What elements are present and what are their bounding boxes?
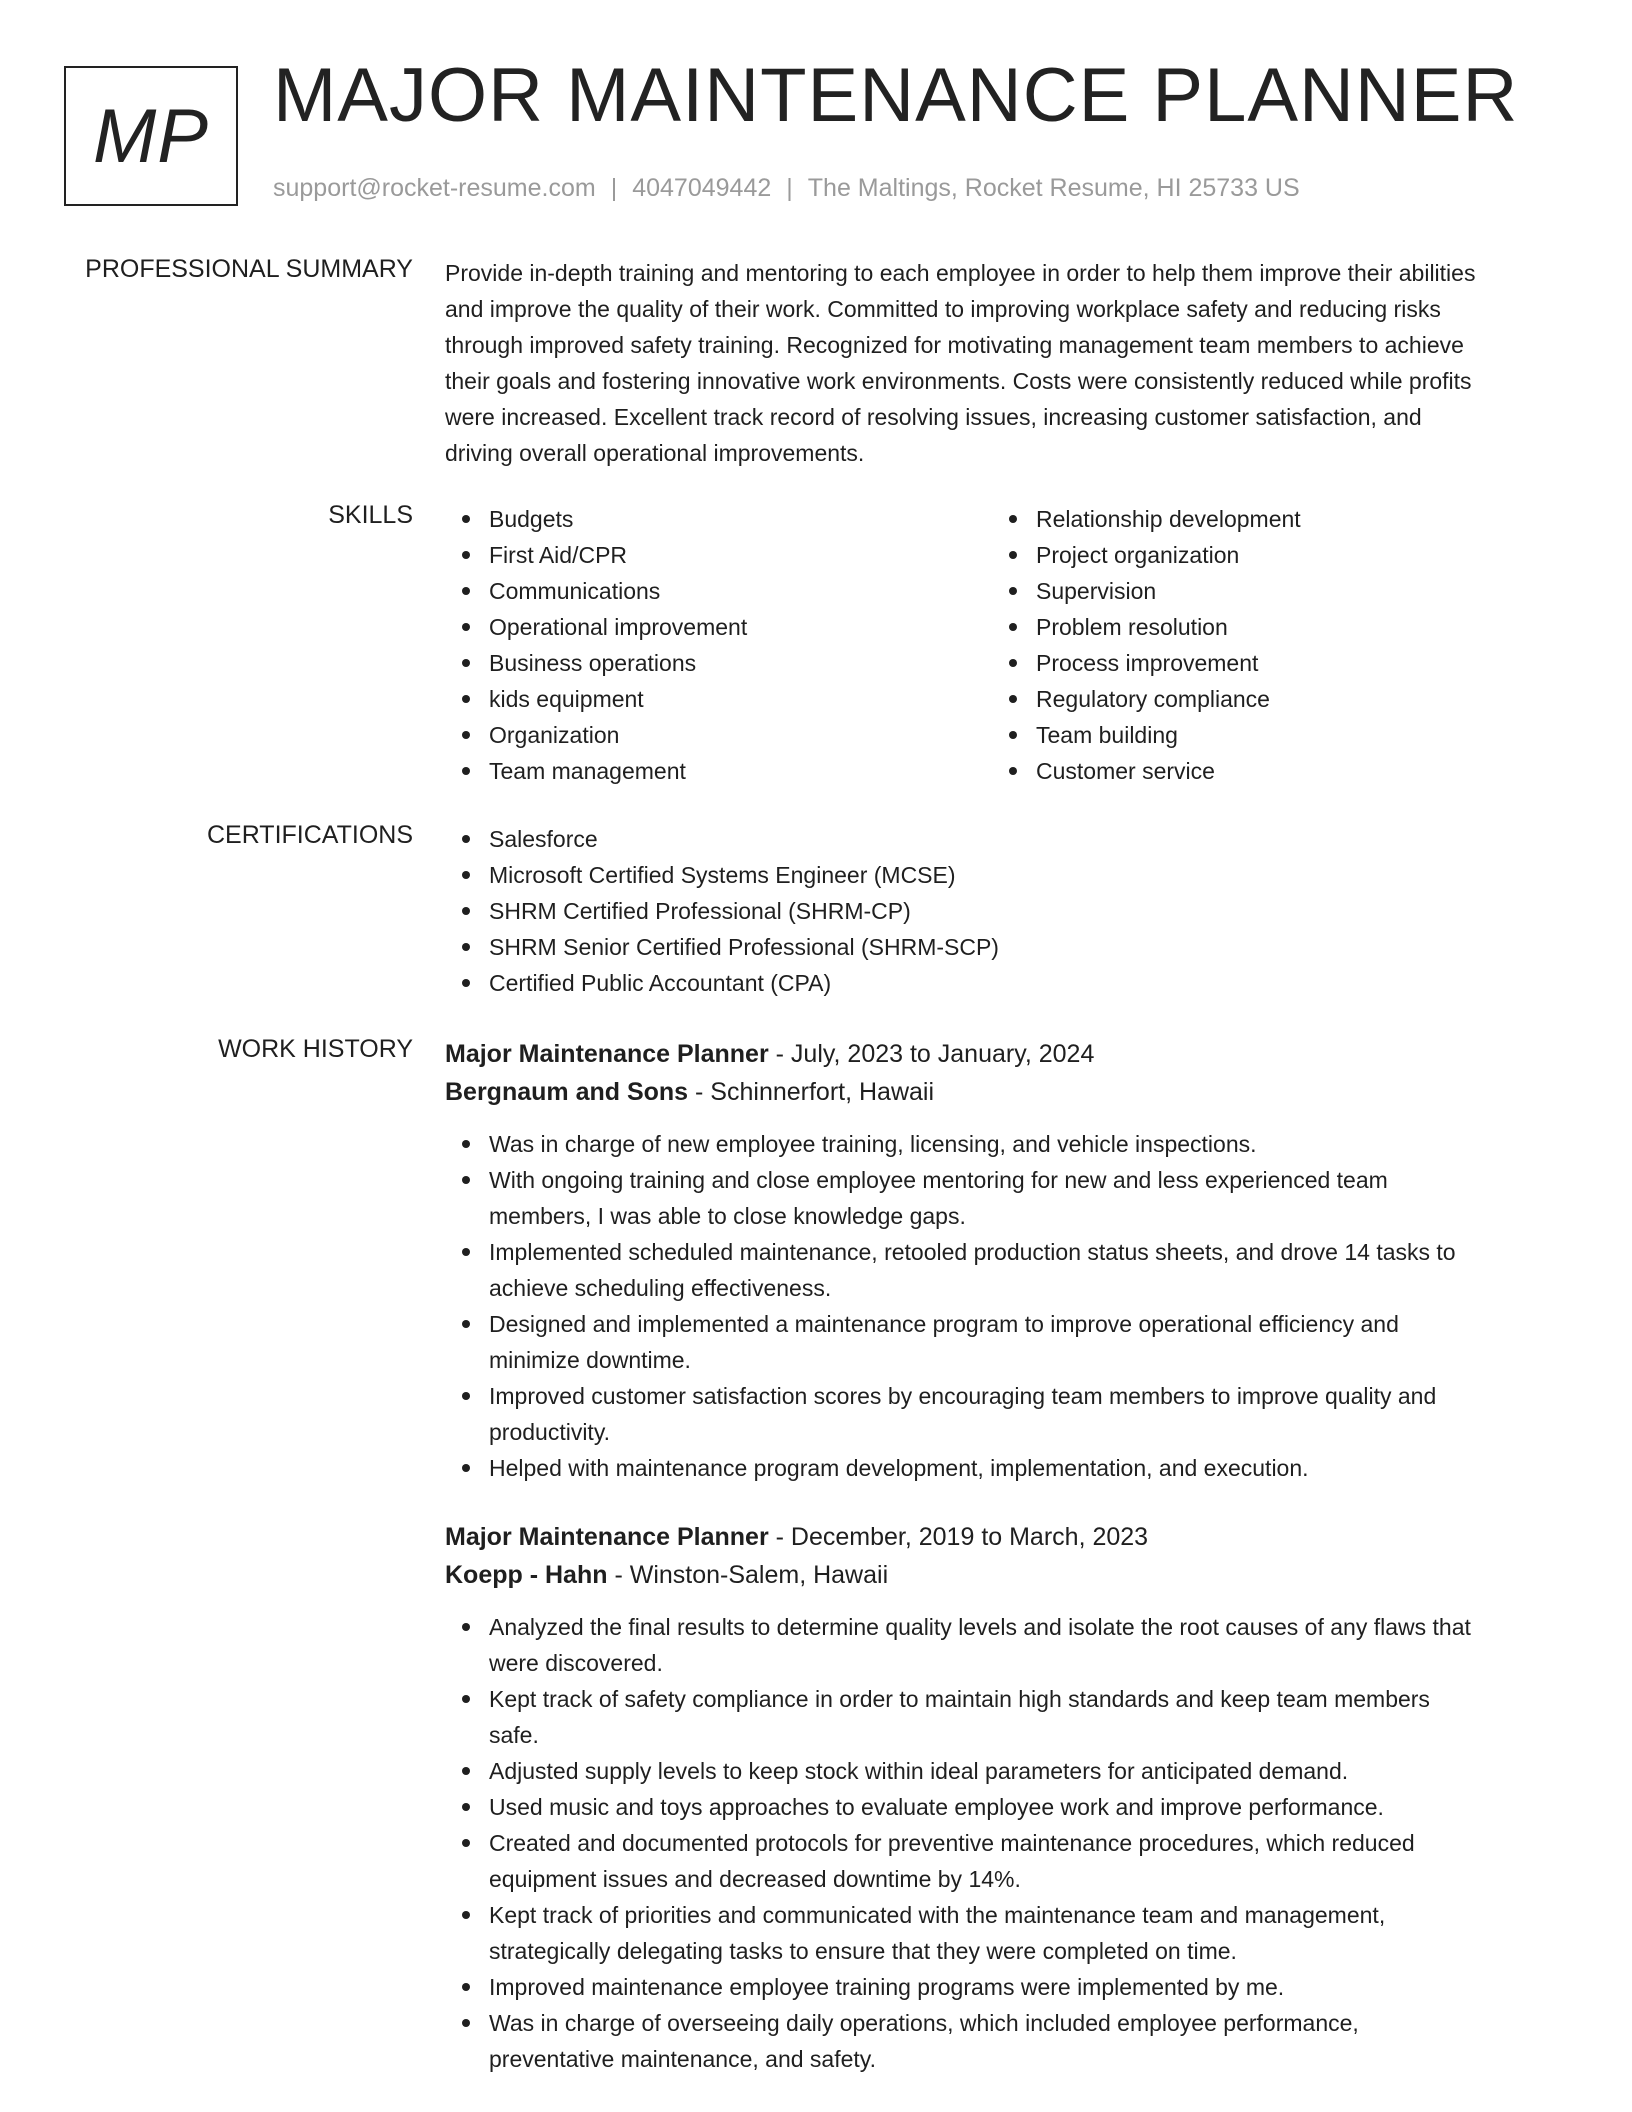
job-bullet bbox=[445, 1753, 1565, 1789]
summary-line: driving overall operational improvements. bbox=[445, 440, 865, 466]
job-bullet bbox=[445, 2005, 1565, 2077]
bullet-line: Helped with maintenance program development, implementation, and execution. bbox=[489, 1455, 1309, 1481]
skill-item: Operational improvement bbox=[445, 609, 992, 645]
summary-line: were increased. Excellent track record of resolving issues, increasing customer satisfaction, and bbox=[445, 404, 1422, 430]
bullet-line: safe. bbox=[489, 1722, 539, 1748]
skills-list-right bbox=[992, 501, 1539, 789]
section-label-skills: SKILLS bbox=[328, 501, 413, 529]
job-bullets bbox=[445, 1609, 1565, 2077]
certification-item: Certified Public Accountant (CPA) bbox=[445, 965, 1565, 1001]
section-label-work-history: WORK HISTORY bbox=[218, 1035, 413, 1063]
job-bullet bbox=[445, 1897, 1565, 1969]
bullet-line: preventative maintenance, and safety. bbox=[489, 2046, 876, 2072]
job-title: Major Maintenance Planner bbox=[445, 1523, 769, 1551]
job-bullet bbox=[445, 1969, 1565, 2005]
bullet-line: achieve scheduling effectiveness. bbox=[489, 1275, 832, 1301]
bullet-line: productivity. bbox=[489, 1419, 611, 1445]
skill-item: Relationship development bbox=[992, 501, 1539, 537]
skill-item: kids equipment bbox=[445, 681, 992, 717]
bullet-line: members, I was able to close knowledge gaps. bbox=[489, 1203, 966, 1229]
job-entry bbox=[445, 1035, 1565, 1486]
bullet-line: Analyzed the final results to determine quality levels and isolate the root causes of any flaws that bbox=[489, 1614, 1471, 1640]
section-label-summary: PROFESSIONAL SUMMARY bbox=[85, 255, 413, 283]
bullet-line: strategically delegating tasks to ensure that they were completed on time. bbox=[489, 1938, 1237, 1964]
skill-item: Budgets bbox=[445, 501, 992, 537]
skill-item: Project organization bbox=[992, 537, 1539, 573]
skill-item: Supervision bbox=[992, 573, 1539, 609]
skill-item: Communications bbox=[445, 573, 992, 609]
job-location: - Winston-Salem, Hawaii bbox=[607, 1561, 889, 1589]
job-bullet bbox=[445, 1681, 1565, 1753]
skills-list-left bbox=[445, 501, 992, 789]
skill-item: First Aid/CPR bbox=[445, 537, 992, 573]
skill-item: Problem resolution bbox=[992, 609, 1539, 645]
bullet-line: Adjusted supply levels to keep stock within ideal parameters for anticipated demand. bbox=[489, 1758, 1349, 1784]
job-bullet bbox=[445, 1825, 1565, 1897]
bullet-line: Was in charge of new employee training, licensing, and vehicle inspections. bbox=[489, 1131, 1257, 1157]
job-bullets bbox=[445, 1126, 1565, 1486]
candidate-name: MAJOR MAINTENANCE PLANNER bbox=[273, 53, 1519, 138]
certifications-content bbox=[445, 821, 1565, 1001]
job-title-line bbox=[445, 1518, 1565, 1556]
bullet-line: Used music and toys approaches to evaluate employee work and improve performance. bbox=[489, 1794, 1384, 1820]
skill-item: Regulatory compliance bbox=[992, 681, 1539, 717]
job-bullet bbox=[445, 1126, 1565, 1162]
contact-separator: | bbox=[786, 174, 793, 202]
bullet-line: With ongoing training and close employee mentoring for new and less experienced team bbox=[489, 1167, 1388, 1193]
bullet-line: Kept track of safety compliance in order to maintain high standards and keep team members bbox=[489, 1686, 1430, 1712]
contact-address: The Maltings, Rocket Resume, HI 25733 US bbox=[807, 174, 1300, 202]
job-bullet bbox=[445, 1378, 1565, 1450]
job-bullet bbox=[445, 1609, 1565, 1681]
certification-item: SHRM Certified Professional (SHRM-CP) bbox=[445, 893, 1565, 929]
summary-line: and improve the quality of their work. Committed to improving workplace safety and reducing risks bbox=[445, 296, 1441, 322]
work-history-content bbox=[445, 1035, 1565, 2077]
skills-grid bbox=[445, 501, 1565, 789]
summary-line: Provide in-depth training and mentoring to each employee in order to help them improve their abilities bbox=[445, 260, 1476, 286]
skill-item: Process improvement bbox=[992, 645, 1539, 681]
job-entry bbox=[445, 1518, 1565, 2077]
certification-item: SHRM Senior Certified Professional (SHRM-SCP) bbox=[445, 929, 1565, 965]
bullet-line: Created and documented protocols for preventive maintenance procedures, which reduced bbox=[489, 1830, 1415, 1856]
bullet-line: Improved customer satisfaction scores by encouraging team members to improve quality and bbox=[489, 1383, 1437, 1409]
job-bullet bbox=[445, 1306, 1565, 1378]
job-bullet bbox=[445, 1789, 1565, 1825]
job-company-line bbox=[445, 1556, 1565, 1594]
skill-item: Organization bbox=[445, 717, 992, 753]
certification-item: Salesforce bbox=[445, 821, 1565, 857]
bullet-line: equipment issues and decreased downtime by 14%. bbox=[489, 1866, 1021, 1892]
job-title: Major Maintenance Planner bbox=[445, 1040, 769, 1068]
summary-line: through improved safety training. Recognized for motivating management team members to achieve bbox=[445, 332, 1464, 358]
skill-item: Business operations bbox=[445, 645, 992, 681]
job-bullet bbox=[445, 1450, 1565, 1486]
bullet-line: Improved maintenance employee training programs were implemented by me. bbox=[489, 1974, 1285, 2000]
bullet-line: Kept track of priorities and communicated with the maintenance team and management, bbox=[489, 1902, 1386, 1928]
summary-text bbox=[445, 255, 1565, 471]
job-company-line bbox=[445, 1073, 1565, 1111]
job-dates: - December, 2019 to March, 2023 bbox=[768, 1523, 1149, 1551]
bullet-line: Was in charge of overseeing daily operations, which included employee performance, bbox=[489, 2010, 1359, 2036]
job-bullet bbox=[445, 1162, 1565, 1234]
monogram-logo: MP bbox=[64, 66, 238, 206]
job-bullet bbox=[445, 1234, 1565, 1306]
bullet-line: were discovered. bbox=[489, 1650, 663, 1676]
job-dates: - July, 2023 to January, 2024 bbox=[768, 1040, 1095, 1068]
certification-item: Microsoft Certified Systems Engineer (MCSE) bbox=[445, 857, 1565, 893]
skill-item: Team building bbox=[992, 717, 1539, 753]
certifications-list bbox=[445, 821, 1565, 1001]
job-location: - Schinnerfort, Hawaii bbox=[688, 1078, 935, 1106]
summary-line: their goals and fostering innovative work environments. Costs were consistently reduced while profits bbox=[445, 368, 1472, 394]
contact-line bbox=[273, 174, 1300, 203]
contact-email: support@rocket-resume.com bbox=[273, 174, 596, 202]
job-company: Koepp - Hahn bbox=[445, 1561, 608, 1589]
job-company: Bergnaum and Sons bbox=[445, 1078, 689, 1106]
contact-separator: | bbox=[610, 174, 618, 202]
skill-item: Team management bbox=[445, 753, 992, 789]
bullet-line: Implemented scheduled maintenance, retooled production status sheets, and drove 14 tasks to bbox=[489, 1239, 1456, 1265]
bullet-line: Designed and implemented a maintenance program to improve operational efficiency and bbox=[489, 1311, 1399, 1337]
job-title-line bbox=[445, 1035, 1565, 1073]
skill-item: Customer service bbox=[992, 753, 1539, 789]
bullet-line: minimize downtime. bbox=[489, 1347, 691, 1373]
contact-phone: 4047049442 bbox=[632, 174, 772, 202]
section-label-certifications: CERTIFICATIONS bbox=[206, 821, 413, 849]
